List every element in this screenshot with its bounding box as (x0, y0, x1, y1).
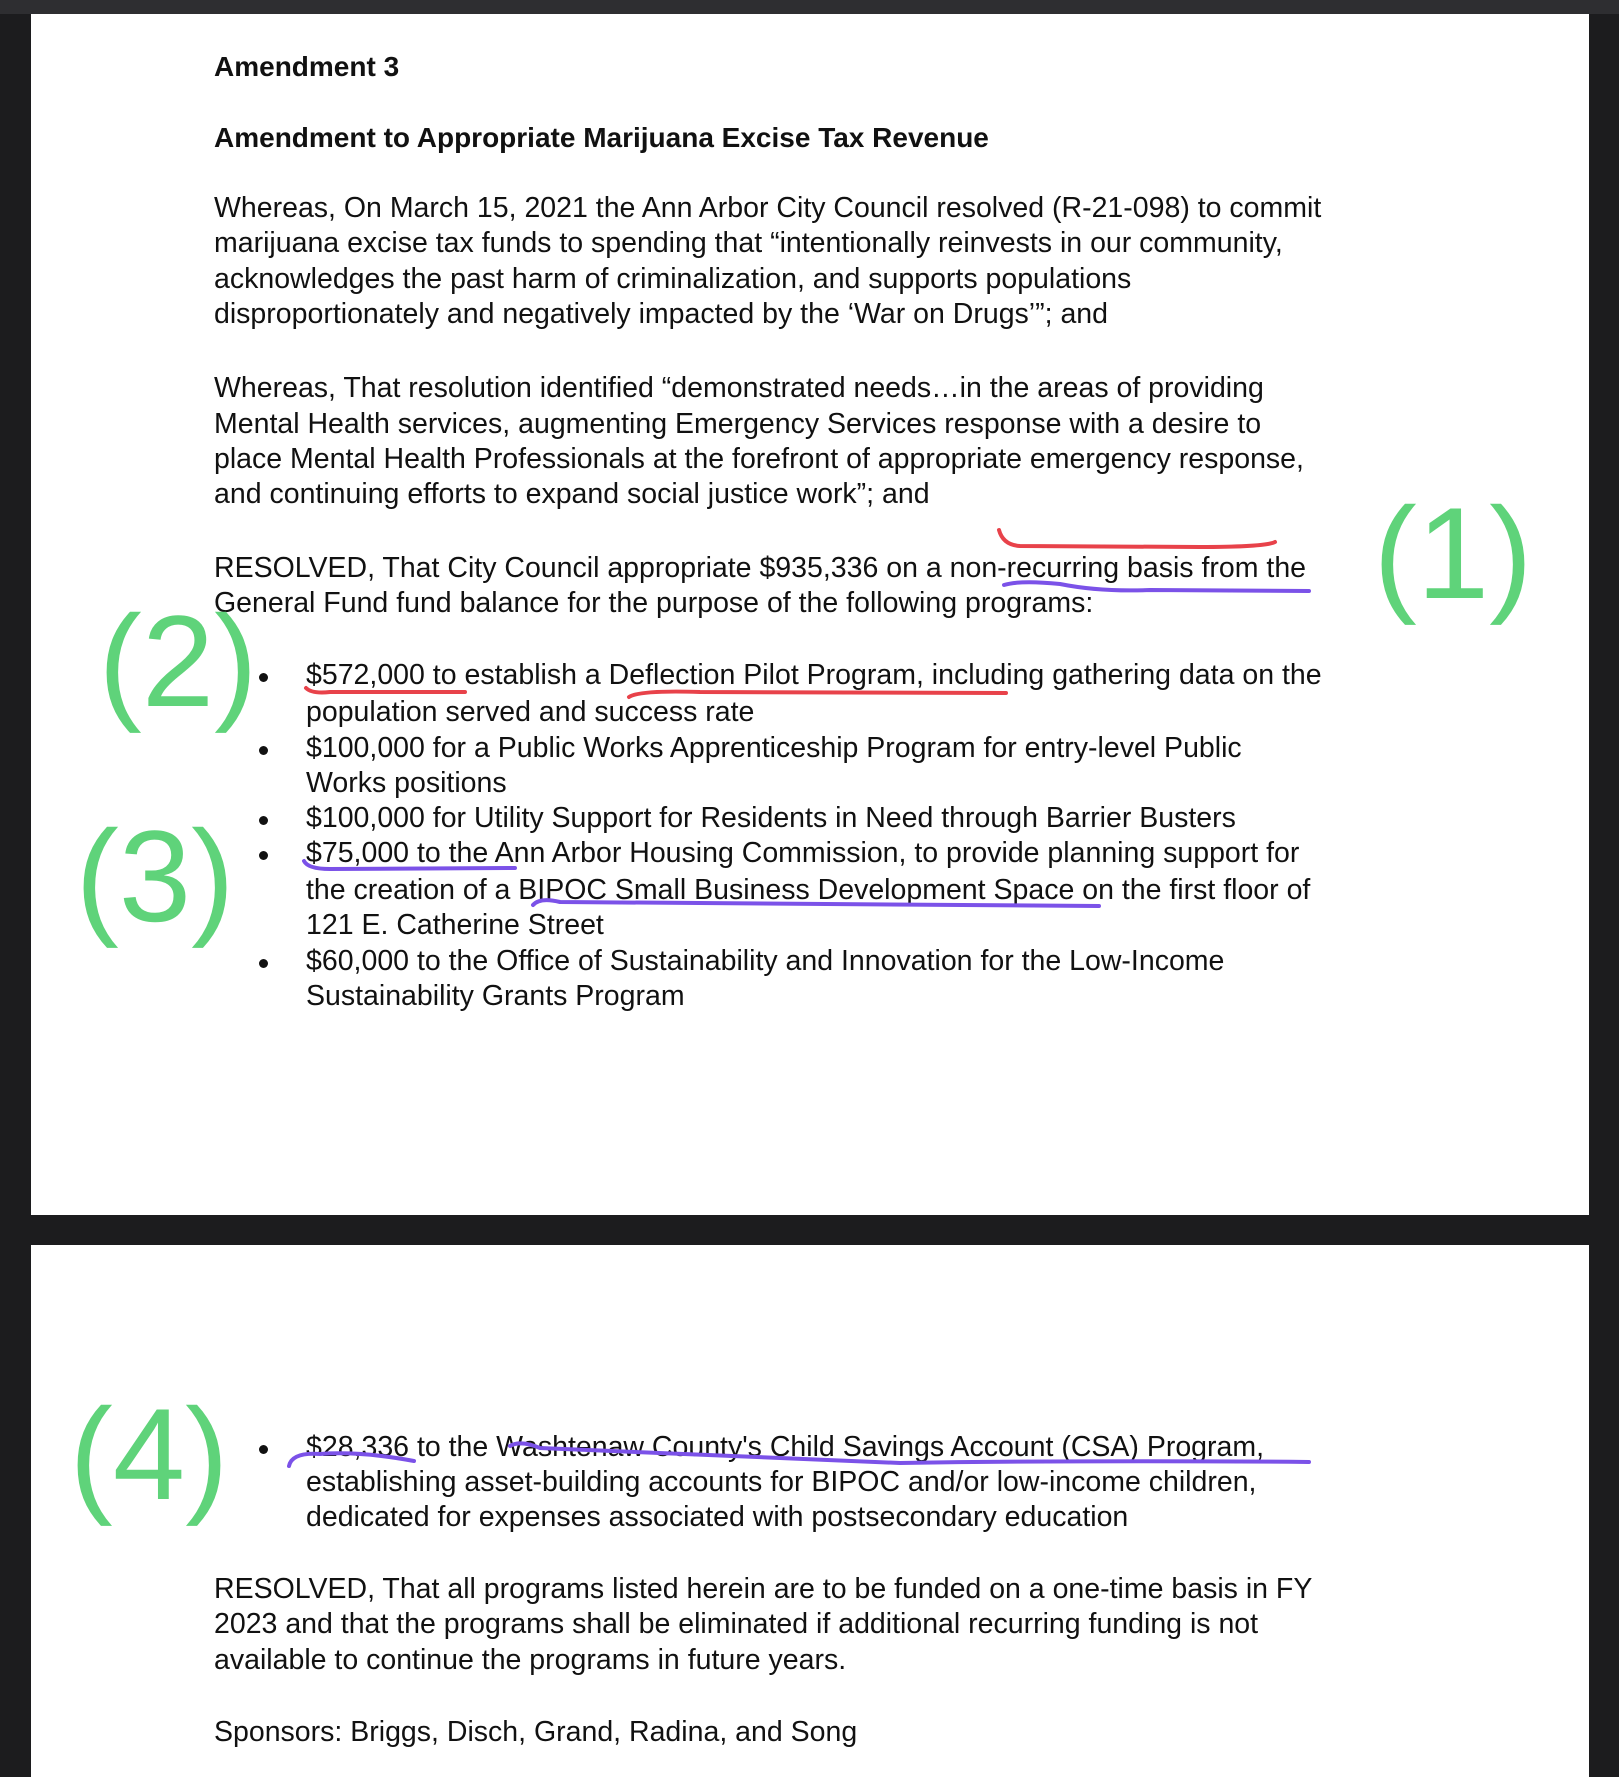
whereas-1-line: disproportionately and negatively impacted by the ‘War on Drugs’”; and (214, 298, 1109, 330)
resolved-1-line: RESOLVED, That City Council appropriate $935,336 on a non-recurring basis from the (214, 552, 1307, 584)
annotation-label-1: (1) (1373, 480, 1533, 626)
program-item-line: $28,336 to the Washtenaw County's Child Savings Account (CSA) Program, (306, 1431, 1265, 1463)
bullet (259, 673, 268, 682)
viewer-top-bar (0, 0, 1619, 14)
program-item-line: Sustainability Grants Program (306, 980, 685, 1012)
resolved-2-line: 2023 and that the programs shall be eliminated if additional recurring funding is not (214, 1608, 1259, 1640)
program-item-line: establishing asset-building accounts for BIPOC and/or low-income children, (306, 1466, 1257, 1498)
amendment-title: Amendment to Appropriate Marijuana Excise Tax Revenue (214, 122, 989, 153)
amendment-heading: Amendment 3 (214, 51, 400, 82)
whereas-1-line: Whereas, On March 15, 2021 the Ann Arbor City Council resolved (R-21-098) to commit (214, 192, 1322, 224)
whereas-1-line: marijuana excise tax funds to spending that “intentionally reinvests in our community, (214, 227, 1283, 259)
program-item-line: $100,000 for Utility Support for Residents in Need through Barrier Busters (306, 802, 1236, 834)
program-item-line: $572,000 to establish a Deflection Pilot Program, including gathering data on the (306, 659, 1322, 691)
program-item-line: Works positions (306, 767, 507, 799)
program-item-line: population served and success rate (306, 696, 755, 728)
whereas-2-line: Mental Health services, augmenting Emergency Services response with a desire to (214, 408, 1262, 440)
program-item-line: $75,000 to the Ann Arbor Housing Commission, to provide planning support for (306, 837, 1300, 869)
whereas-2-line: and continuing efforts to expand social justice work”; and (214, 478, 930, 510)
whereas-2-line: Whereas, That resolution identified “demonstrated needs…in the areas of providing (214, 372, 1264, 404)
whereas-1-line: acknowledges the past harm of criminalization, and supports populations (214, 263, 1132, 295)
bullet (259, 1445, 268, 1454)
whereas-2-line: place Mental Health Professionals at the forefront of appropriate emergency response, (214, 443, 1304, 475)
program-item-line: dedicated for expenses associated with postsecondary education (306, 1501, 1129, 1533)
program-item-line: $100,000 for a Public Works Apprenticeship Program for entry-level Public (306, 732, 1242, 764)
bullet (259, 851, 268, 860)
resolved-2-line: available to continue the programs in future years. (214, 1644, 847, 1676)
annotation-label-2: (2) (98, 588, 258, 734)
program-item-line: the creation of a BIPOC Small Business Development Space on the first floor of (306, 874, 1311, 906)
bullet (259, 816, 268, 825)
sponsors-line: Sponsors: Briggs, Disch, Grand, Radina, and Song (214, 1716, 858, 1748)
program-item-line: 121 E. Catherine Street (306, 909, 604, 941)
resolved-2-line: RESOLVED, That all programs listed herein are to be funded on a one-time basis in FY (214, 1573, 1313, 1605)
bullet (259, 959, 268, 968)
program-item-line: $60,000 to the Office of Sustainability and Innovation for the Low-Income (306, 945, 1225, 977)
annotation-label-3: (3) (75, 803, 235, 949)
resolved-1-line: General Fund fund balance for the purpose of the following programs: (214, 587, 1094, 619)
bullet (259, 746, 268, 755)
annotation-label-4: (4) (69, 1381, 229, 1527)
